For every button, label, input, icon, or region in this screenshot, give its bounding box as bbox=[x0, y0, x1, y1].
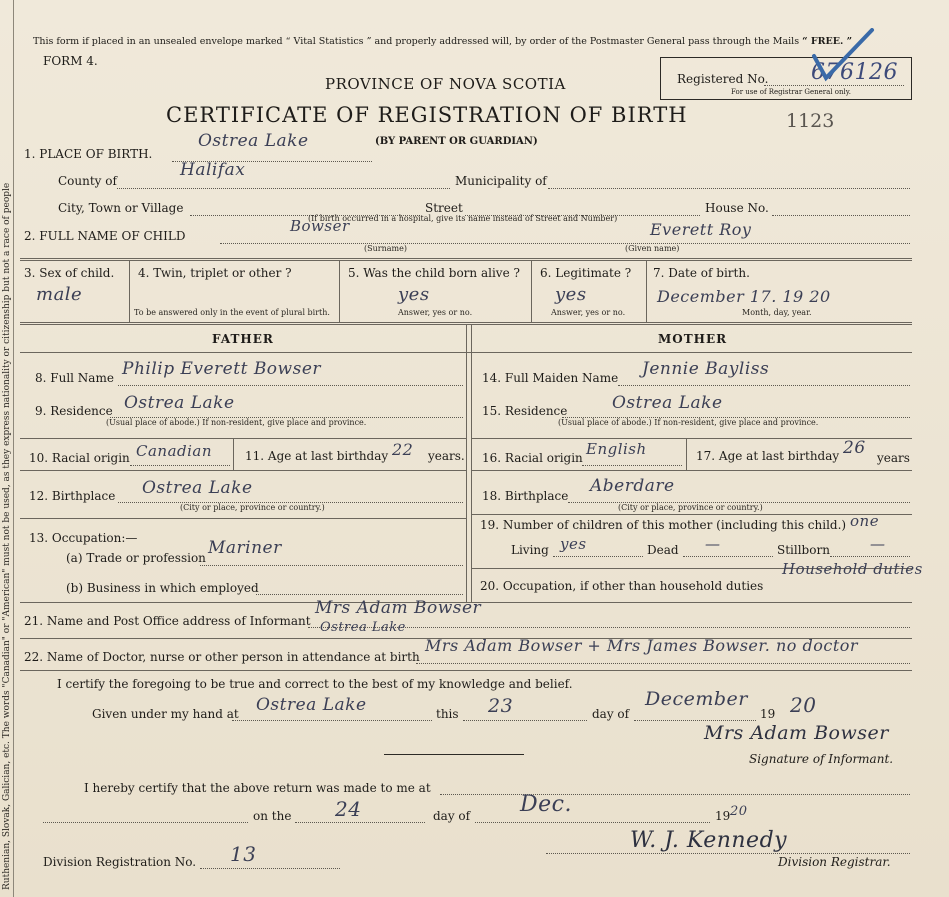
side-strip-text: Ruthenian, Slovak, Galician, etc. The words "Canadian" or "American" must not be used, as they express nationality or citizenship but not a race of people bbox=[2, 182, 12, 890]
registrar-signature-label: Division Registrar. bbox=[778, 855, 891, 869]
father-heading: FATHER bbox=[212, 332, 274, 346]
living-label: Living bbox=[511, 543, 549, 557]
mother-racial-label: 16. Racial origin bbox=[482, 451, 583, 465]
informant-signature: Mrs Adam Bowser bbox=[704, 722, 889, 744]
father-birthplace-label: 12. Birthplace bbox=[29, 489, 116, 503]
mail-notice bbox=[33, 36, 852, 47]
form-number: FORM 4. bbox=[43, 54, 98, 68]
registrar-text: I hereby certify that the above return was made to me at bbox=[84, 781, 431, 795]
division-registration-label: Division Registration No. bbox=[43, 855, 197, 869]
province-title: PROVINCE OF NOVA SCOTIA bbox=[325, 75, 566, 93]
father-trade-value: Mariner bbox=[208, 538, 282, 558]
sex-value: male bbox=[36, 284, 83, 305]
twin-note: To be answered only in the event of plural birth. bbox=[134, 308, 330, 317]
registrar-signature: W. J. Kennedy bbox=[630, 828, 788, 853]
mother-age-label: 17. Age at last birthday bbox=[696, 449, 840, 463]
dead-label: Dead bbox=[647, 543, 679, 557]
alive-value: yes bbox=[398, 284, 430, 305]
registrar-on-label: on the bbox=[253, 809, 292, 823]
registered-number: 676126 bbox=[811, 60, 898, 85]
father-age-years: years. bbox=[428, 449, 465, 463]
given-name-note: (Given name) bbox=[625, 244, 680, 253]
mother-residence-value: Ostrea Lake bbox=[612, 393, 723, 413]
father-name-label: 8. Full Name bbox=[35, 371, 114, 385]
division-registration-number: 13 bbox=[230, 842, 257, 866]
certify-month: December bbox=[645, 688, 748, 710]
hospital-note: (If birth occurred in a hospital, give its name instead of Street and Number) bbox=[308, 214, 618, 223]
registered-label: Registered No. bbox=[677, 72, 769, 86]
place-of-birth-label: 1. PLACE OF BIRTH. bbox=[24, 147, 153, 161]
child-name-label: 2. FULL NAME OF CHILD bbox=[24, 229, 186, 243]
father-trade-label: (a) Trade or profession bbox=[66, 551, 206, 565]
date-of-birth-value: December 17. 19 20 bbox=[657, 287, 831, 306]
mother-children-value: one bbox=[850, 512, 880, 530]
mother-birthplace-label: 18. Birthplace bbox=[482, 489, 569, 503]
child-given-name: Everett Roy bbox=[650, 220, 752, 239]
registrar-year: 20 bbox=[730, 804, 748, 819]
stillborn-value: — bbox=[870, 535, 886, 553]
stillborn-label: Stillborn bbox=[777, 543, 830, 557]
mother-occupation-value: Household duties bbox=[782, 560, 923, 578]
certify-day: 23 bbox=[488, 695, 514, 717]
date-of-birth-note: Month, day, year. bbox=[742, 308, 812, 317]
registrar-month: Dec. bbox=[520, 792, 572, 817]
mother-heading: MOTHER bbox=[658, 332, 728, 346]
father-age-label: 11. Age at last birthday bbox=[245, 449, 389, 463]
stamp-number: 1123 bbox=[786, 110, 835, 132]
legitimate-note: Answer, yes or no. bbox=[551, 308, 626, 317]
alive-note: Answer, yes or no. bbox=[398, 308, 473, 317]
street-label: Street bbox=[425, 201, 463, 215]
father-racial-value: Canadian bbox=[136, 442, 213, 460]
mother-birthplace-note: (City or place, province or country.) bbox=[618, 503, 763, 512]
father-birthplace-note: (City or place, province or country.) bbox=[180, 503, 325, 512]
surname-note: (Surname) bbox=[364, 244, 407, 253]
municipality-label: Municipality of bbox=[455, 174, 547, 188]
legitimate-value: yes bbox=[555, 284, 587, 305]
informant-signature-label: Signature of Informant. bbox=[749, 752, 894, 766]
informant-address: Ostrea Lake bbox=[320, 620, 406, 635]
registrar-day-of-label: day of bbox=[433, 809, 471, 823]
mother-birthplace-value: Aberdare bbox=[590, 476, 675, 496]
city-label: City, Town or Village bbox=[58, 201, 184, 215]
father-racial-label: 10. Racial origin bbox=[29, 451, 130, 465]
subtitle: (BY PARENT OR GUARDIAN) bbox=[375, 136, 538, 147]
doctor-value: Mrs Adam Bowser + Mrs James Bowser. no doctor bbox=[425, 636, 859, 655]
mother-racial-value: English bbox=[586, 440, 647, 458]
father-occupation-label: 13. Occupation:— bbox=[29, 531, 138, 545]
legitimate-label: 6. Legitimate ? bbox=[540, 266, 632, 280]
mother-name-value: Jennie Bayliss bbox=[642, 359, 770, 379]
registrar-day: 24 bbox=[335, 797, 362, 821]
father-birthplace-value: Ostrea Lake bbox=[142, 478, 253, 498]
certify-year-prefix: 19 bbox=[760, 707, 776, 721]
twin-label: 4. Twin, triplet or other ? bbox=[138, 266, 292, 280]
mother-children-label: 19. Number of children of this mother (including this child.) bbox=[480, 518, 847, 532]
mother-residence-label: 15. Residence bbox=[482, 404, 568, 418]
dead-value: — bbox=[705, 535, 721, 553]
father-name-value: Philip Everett Bowser bbox=[122, 359, 322, 379]
living-value: yes bbox=[560, 535, 587, 553]
date-of-birth-label: 7. Date of birth. bbox=[653, 266, 750, 280]
given-under-label: Given under my hand at bbox=[92, 707, 239, 721]
house-label: House No. bbox=[705, 201, 769, 215]
certify-place: Ostrea Lake bbox=[256, 695, 367, 715]
child-surname: Bowser bbox=[290, 217, 350, 235]
mother-name-label: 14. Full Maiden Name bbox=[482, 371, 619, 385]
mail-notice-text: This form if placed in an unsealed envelope marked “ Vital Statistics ” and properly addressed will, by order of the Postmaster General pass through the Mails bbox=[33, 36, 800, 47]
certify-year: 20 bbox=[790, 693, 817, 717]
informant-label: 21. Name and Post Office address of Informant bbox=[24, 614, 311, 628]
this-label: this bbox=[436, 707, 459, 721]
day-of-label: day of bbox=[592, 707, 630, 721]
county-value: Halifax bbox=[180, 160, 246, 180]
mother-residence-note: (Usual place of abode.) If non-resident, give place and province. bbox=[558, 418, 819, 427]
father-residence-label: 9. Residence bbox=[35, 404, 113, 418]
sex-label: 3. Sex of child. bbox=[24, 266, 115, 280]
father-residence-note: (Usual place of abode.) If non-resident, give place and province. bbox=[106, 418, 367, 427]
registrar-year-prefix: 19 bbox=[715, 809, 731, 823]
place-of-birth-value: Ostrea Lake bbox=[198, 131, 309, 151]
mother-age-years: years bbox=[877, 451, 910, 465]
certify-text: I certify the foregoing to be true and correct to the best of my knowledge and belief. bbox=[57, 677, 573, 691]
mother-occupation-label: 20. Occupation, if other than household duties bbox=[480, 579, 764, 593]
father-business-label: (b) Business in which employed bbox=[66, 581, 259, 595]
county-label: County of bbox=[58, 174, 117, 188]
informant-name: Mrs Adam Bowser bbox=[315, 598, 482, 618]
mother-age-value: 26 bbox=[843, 438, 866, 458]
father-age-value: 22 bbox=[392, 440, 414, 459]
side-strip bbox=[0, 0, 14, 897]
page-title: CERTIFICATE OF REGISTRATION OF BIRTH bbox=[166, 103, 688, 127]
registered-note: For use of Registrar General only. bbox=[731, 88, 851, 96]
doctor-label: 22. Name of Doctor, nurse or other person in attendance at birth bbox=[24, 650, 420, 664]
checkmark-icon bbox=[808, 28, 878, 88]
alive-label: 5. Was the child born alive ? bbox=[348, 266, 520, 280]
father-residence-value: Ostrea Lake bbox=[124, 393, 235, 413]
mail-notice-free: “ FREE. ” bbox=[802, 36, 853, 47]
